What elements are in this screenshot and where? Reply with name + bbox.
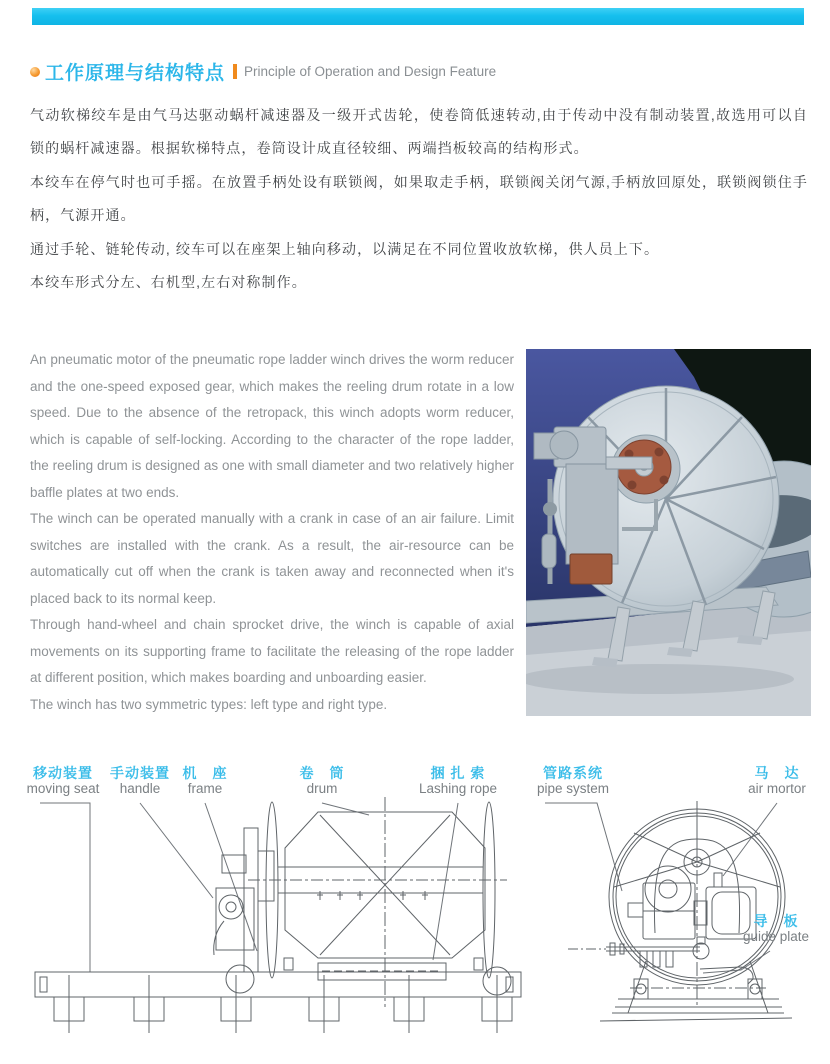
label-en: Lashing rope [418, 781, 498, 796]
en-paragraph: The winch has two symmetric types: left type and right type. [30, 696, 388, 712]
section-title [30, 58, 496, 85]
en-paragraph: The winch can be operated manually with a crank in case of an air failure. Limit switches are installed with the crank. As a result, the air-resource can be automatically cut off when the crank is taken away and reconnected when it's placed back to its normal keep. [30, 511, 514, 606]
title-divider [233, 64, 237, 79]
side-view-drawing [35, 797, 521, 1033]
label-zh: 管路系统 [543, 765, 603, 781]
label-frame [163, 765, 247, 797]
orange-bullet-icon [30, 67, 40, 77]
label-en: guide plate [742, 929, 810, 944]
label-zh: 导 板 [753, 913, 799, 929]
label-moving-seat [18, 765, 108, 797]
label-zh: 马 达 [754, 765, 800, 781]
zh-paragraph: 通过手轮、链轮传动, 绞车可以在座架上轴向移动，以满足在不同位置收放软梯，供人员上下。 [30, 240, 660, 257]
en-paragraph: An pneumatic motor of the pneumatic rope ladder winch drives the worm reducer and the one-speed exposed gear, which makes the reeling drum rotate in a low speed. Due to the absence of the retropack, this winch adopts worm reducer, which is capable of self-locking. According to the character of the rope ladder, the reeling drum is designed as one with small diameter and two relatively higher baffle plates at two ends. [30, 352, 514, 500]
end-view-drawing [568, 801, 792, 1021]
winch-photo-illustration [526, 349, 811, 716]
label-en: handle [119, 781, 161, 796]
label-drum [280, 765, 364, 797]
label-air-motor [733, 765, 821, 797]
en-paragraph: Through hand-wheel and chain sprocket drive, the winch is capable of axial movements on its supporting frame to facilitate the releasing of the rope ladder at different position, which makes boarding and unboarding easier. [30, 617, 514, 685]
zh-paragraph: 气动软梯绞车是由气马达驱动蜗杆减速器及一级开式齿轮，使卷筒低速转动,由于传动中没有制动装置,故选用可以自锁的蜗杆减速器。根据软梯特点，卷筒设计成直径较细、两端挡板较高的结构形式。 [30, 107, 808, 157]
label-zh: 机 座 [182, 765, 228, 781]
label-en: moving seat [26, 781, 100, 796]
label-guide-plate [730, 913, 822, 945]
label-zh: 捆 扎 索 [430, 765, 486, 781]
label-en: air mortor [748, 781, 806, 796]
technical-diagram [0, 755, 830, 1064]
label-lashing-rope [410, 765, 506, 797]
zh-paragraph: 本绞车形式分左、右机型,左右对称制作。 [30, 274, 307, 291]
label-zh: 卷 筒 [299, 765, 345, 781]
label-en: drum [306, 781, 338, 796]
label-pipe-system [528, 765, 618, 797]
header-accent-bar [32, 8, 804, 25]
label-en: pipe system [536, 781, 610, 796]
label-zh: 手动装置 [110, 765, 170, 781]
winch-photo [526, 349, 811, 716]
section-title-zh: 工作原理与结构特点 [45, 63, 226, 84]
line-drawing [0, 755, 830, 1064]
label-zh: 移动装置 [33, 765, 93, 781]
chinese-description [30, 99, 808, 299]
zh-paragraph: 本绞车在停气时也可手摇。在放置手柄处设有联锁阀，如果取走手柄，联锁阀关闭气源,手柄放回原处，联锁阀锁住手柄，气源开通。 [30, 173, 808, 224]
label-en: frame [187, 781, 223, 796]
english-description [30, 347, 514, 718]
section-title-en: Principle of Operation and Design Feature [244, 64, 497, 79]
